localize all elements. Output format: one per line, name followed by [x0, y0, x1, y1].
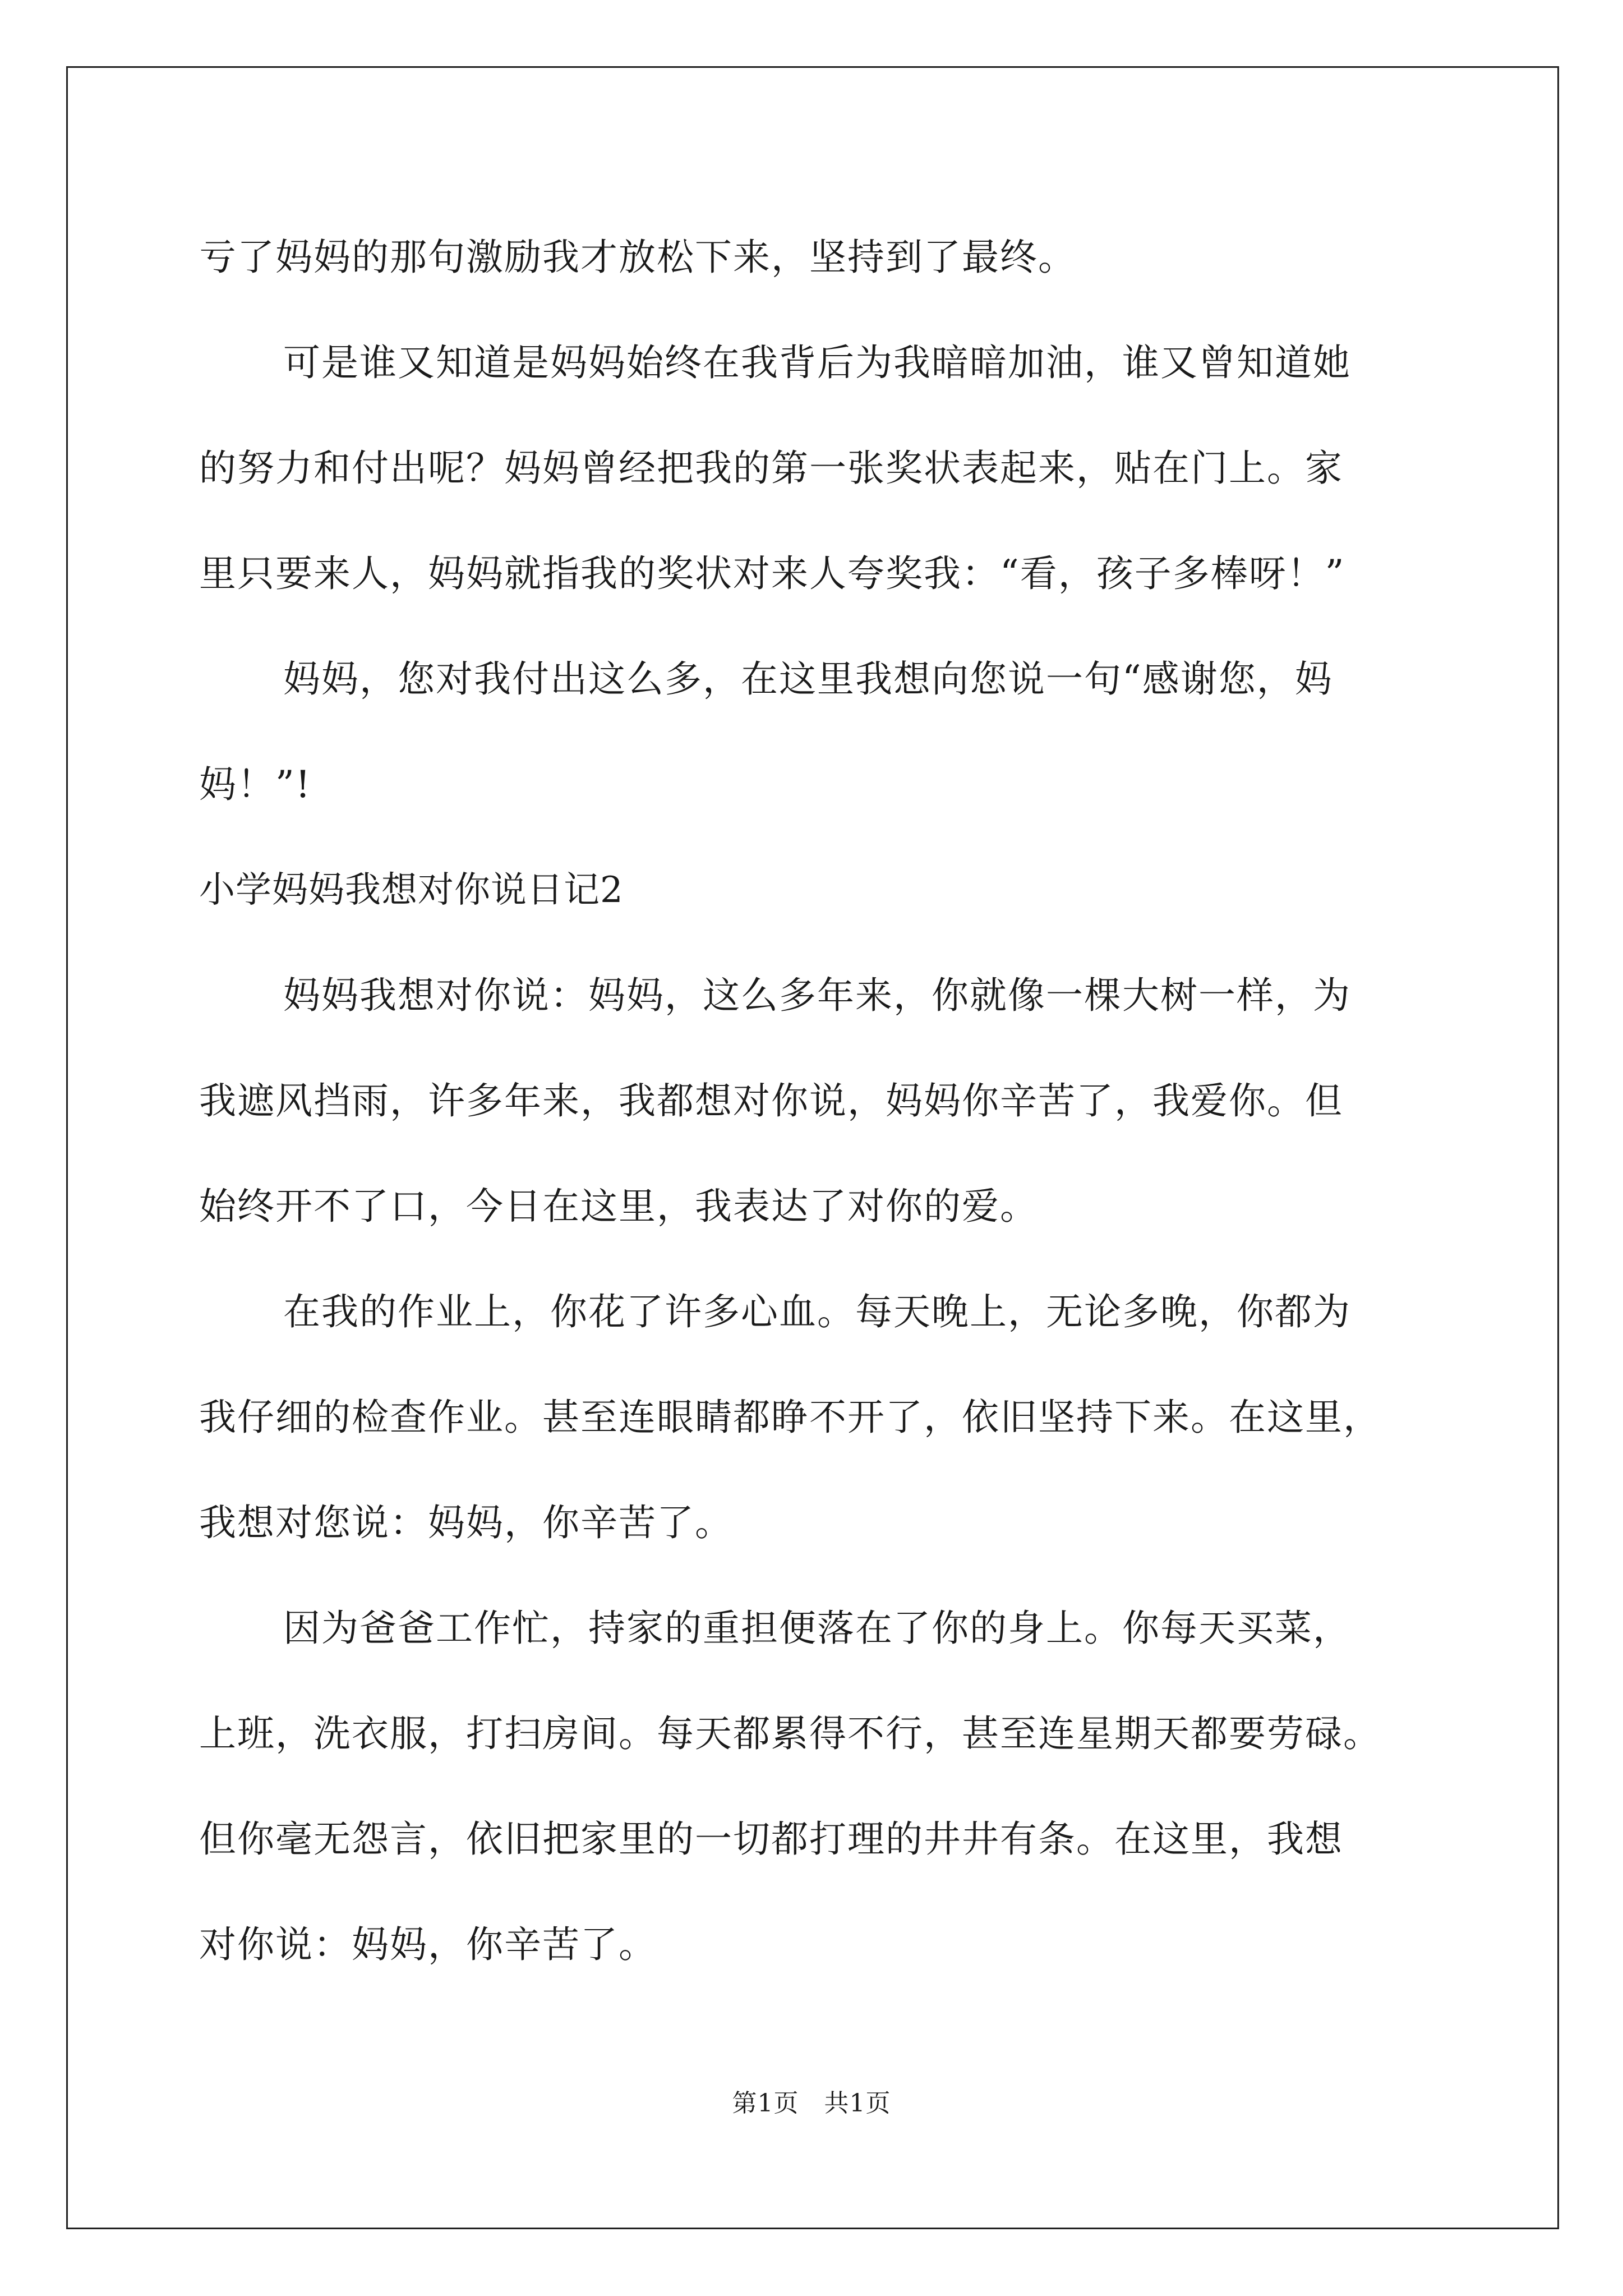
text-line-6: 妈！”! [199, 763, 312, 806]
text-line-8: 妈妈我想对你说：妈妈，这么多年来，你就像一棵大树一样，为 [283, 974, 1351, 1017]
text-line-3: 的努力和付出呢？妈妈曾经把我的第一张奖状表起来，贴在门上。家 [199, 447, 1343, 490]
text-line-15: 上班，洗衣服，打扫房间。每天都累得不行，甚至连星期天都要劳碌。 [199, 1712, 1381, 1755]
document-body [199, 205, 1427, 1998]
text-line-17: 对你说：妈妈，你辛苦了。 [199, 1923, 657, 1966]
text-line-9: 我遮风挡雨，许多年来，我都想对你说，妈妈你辛苦了，我爱你。但 [199, 1079, 1343, 1122]
text-line-2: 可是谁又知道是妈妈始终在我背后为我暗暗加油，谁又曾知道她 [283, 341, 1351, 384]
text-line-12: 我仔细的检查作业。甚至连眼睛都睁不开了，依旧坚持下来。在这里， [199, 1396, 1381, 1439]
text-line-11: 在我的作业上，你花了许多心血。每天晚上，无论多晚，你都为 [283, 1290, 1351, 1333]
section-heading: 小学妈妈我想对你说日记2 [199, 869, 624, 911]
text-line-13: 我想对您说：妈妈，你辛苦了。 [199, 1501, 733, 1544]
text-line-4: 里只要来人，妈妈就指我的奖状对来人夸奖我：“看，孩子多棒呀！” [199, 552, 1345, 595]
text-line-10: 始终开不了口，今日在这里，我表达了对你的爱。 [199, 1185, 1038, 1228]
page-footer: 第1页 共1页 [732, 2089, 891, 2118]
text-line-1: 亏了妈妈的那句激励我才放松下来，坚持到了最终。 [199, 236, 1076, 279]
text-line-5: 妈妈，您对我付出这么多，在这里我想向您说一句“感谢您，妈 [283, 657, 1333, 701]
text-line-16: 但你毫无怨言，依旧把家里的一切都打理的井井有条。在这里，我想 [199, 1818, 1343, 1861]
text-line-14: 因为爸爸工作忙，持家的重担便落在了你的身上。你每天买菜， [283, 1607, 1351, 1650]
